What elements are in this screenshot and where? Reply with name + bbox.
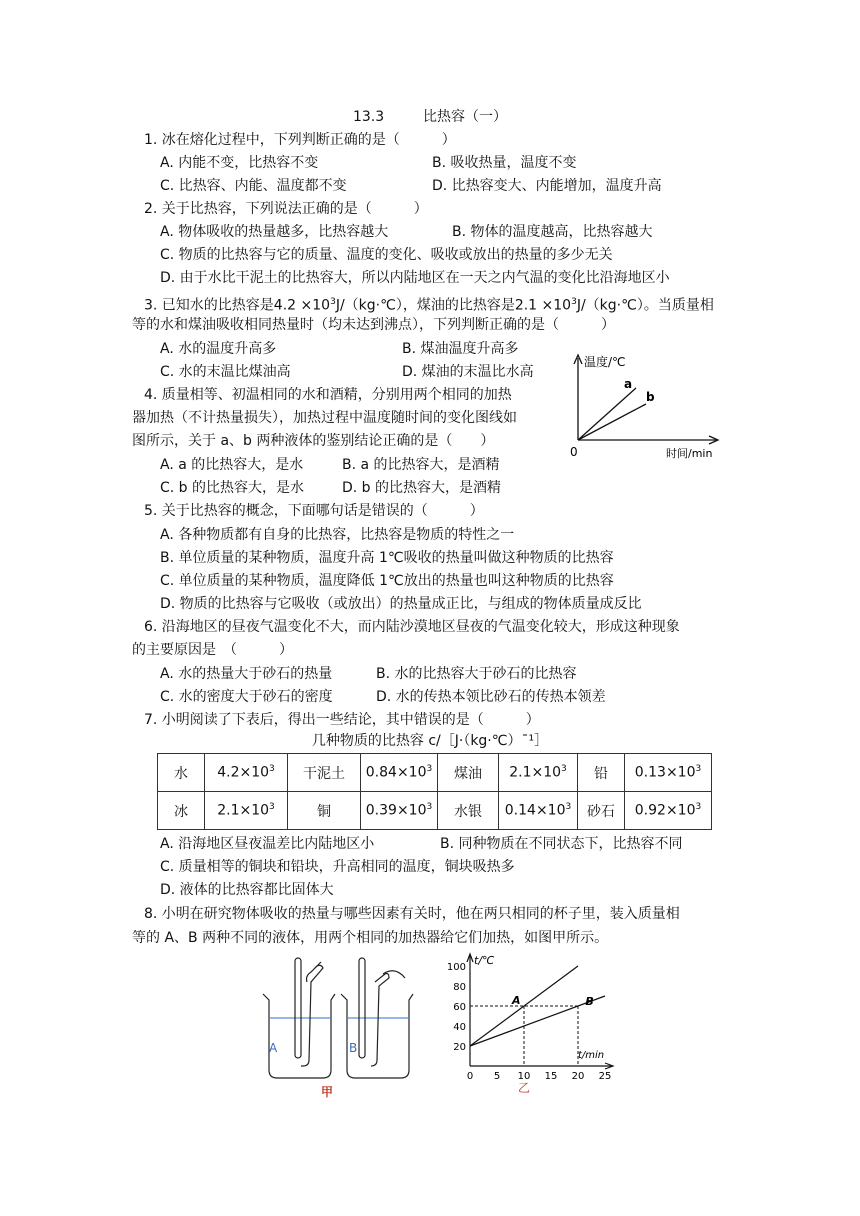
q2-option-d: D. 由于水比干泥土的比热容大，所以内陆地区在一天之内气温的变化比沿海地区小: [160, 270, 670, 286]
chart-xlabel: t/min: [578, 1050, 605, 1061]
q7-table-caption: 几种物质的比热容 c/［J·（kg·℃）ˉ¹］: [311, 733, 549, 749]
q5-option-b: B. 单位质量的某种物质，温度升高 1℃吸收的热量叫做这种物质的比热容: [160, 550, 614, 566]
q3-option-b: B. 煤油温度升高多: [402, 341, 519, 357]
chart-x-tick: 10: [517, 1071, 531, 1082]
q4-label-a: a: [624, 377, 633, 391]
chart-x-tick: 25: [598, 1071, 612, 1082]
chart-label-a: A: [512, 994, 521, 1007]
table-cell-substance: 水: [158, 754, 205, 792]
q3-exp-2: 3: [571, 297, 577, 307]
table-cell-value: $0.39\times 10^3$: [361, 792, 438, 830]
q4-label-b: b: [646, 390, 655, 404]
thermometer-a: [295, 958, 301, 1058]
q4-xlabel: 时间/min: [666, 447, 713, 460]
table-cell-value: $4.2\times 10^3$: [205, 754, 288, 792]
q3-exp-1: 3: [330, 297, 336, 307]
figure-yi-label: 乙: [518, 1081, 531, 1095]
chart-x-tick: 0: [466, 1071, 474, 1082]
chart-y-tick: 100: [446, 962, 466, 973]
chart-ylabel: t/℃: [474, 954, 495, 967]
q3-stem-a: 3. 已知水的比热容是4.2 ×10: [144, 297, 331, 314]
table-cell-substance: 干泥土: [288, 754, 361, 792]
q4-temperature-graph: [566, 350, 726, 460]
q1-stem: 1. 冰在熔化过程中，下列判断正确的是（ ）: [144, 132, 456, 148]
q6-option-a: A. 水的热量大于砂石的热量: [160, 666, 333, 682]
table-cell-substance: 煤油: [438, 754, 499, 792]
q6-option-b: B. 水的比热容大于砂石的比热容: [376, 666, 577, 682]
q4-origin: 0: [570, 445, 578, 459]
q2-option-a: A. 物体吸收的热量越多，比热容越大: [160, 224, 389, 240]
table-cell-substance: 砂石: [578, 792, 625, 830]
q3-stem-c: J/（kg·℃）。当质量相: [576, 297, 714, 314]
q1-option-a: A. 内能不变，比热容不变: [160, 155, 319, 171]
chart-x-tick: 20: [571, 1071, 585, 1082]
table-row: [158, 754, 712, 792]
q5-stem: 5. 关于比热容的概念，下面哪句话是错误的（ ）: [144, 503, 484, 519]
q4-line1: 4. 质量相等、初温相同的水和酒精，分别用两个相同的加热: [144, 387, 512, 403]
table-cell-substance: 铜: [288, 792, 361, 830]
q4-line2: 器加热（不计热量损失），加热过程中温度随时间的变化图线如: [132, 410, 517, 426]
page-title: [0, 106, 860, 126]
q3-option-c: C. 水的末温比煤油高: [160, 364, 291, 380]
chart-label-b: B: [585, 995, 594, 1008]
q3-stem: [144, 292, 714, 316]
table-cell-value: $0.84\times 10^3$: [361, 754, 438, 792]
q2-option-b: B. 物体的温度越高，比热容越大: [452, 224, 653, 240]
q4-option-b: B. a 的比热容大，是酒精: [342, 457, 500, 473]
beaker-a: [263, 994, 335, 1078]
q3-stem-b: J/（kg·℃），煤油的比热容是2.1 ×10: [335, 297, 572, 314]
q3-stem-cont: 等的水和煤油吸收相同热量时（均未达到沸点），下列判断正确的是（ ）: [132, 317, 615, 333]
table-cell-substance: 水银: [438, 792, 499, 830]
chart-x-tick: 5: [493, 1071, 501, 1082]
q7-option-c: C. 质量相等的铜块和铅块，升高相同的温度，铜块吸热多: [160, 859, 515, 875]
heater-a: [301, 965, 323, 1066]
table-cell-value: $0.14\times 10^3$: [499, 792, 578, 830]
thermometer-b: [359, 958, 365, 1058]
q6-option-d: D. 水的传热本领比砂石的传热本领差: [376, 689, 606, 705]
q5-option-d: D. 物质的比热容与它吸收（或放出）的热量成正比，与组成的物体质量成反比: [160, 596, 642, 612]
q7-option-b: B. 同种物质在不同状态下，比热容不同: [440, 836, 683, 852]
q7-stem: 7. 小明阅读了下表后，得出一些结论，其中错误的是（ ）: [144, 712, 540, 728]
q5-option-a: A. 各种物质都有自身的比热容，比热容是物质的特性之一: [160, 527, 515, 543]
q6-stem-cont: 的主要原因是 （ ）: [132, 642, 293, 658]
q7-option-d: D. 液体的比热容都比固体大: [160, 882, 334, 898]
chart-x-tick: 15: [544, 1071, 558, 1082]
q3-option-a: A. 水的温度升高多: [160, 341, 277, 357]
q3-option-d: D. 煤油的末温比水高: [402, 364, 534, 380]
q8-line1: 8. 小明在研究物体吸收的热量与哪些因素有关时，他在两只相同的杯子里，装入质量相: [144, 906, 680, 922]
q1-option-b: B. 吸收热量，温度不变: [432, 155, 577, 171]
heater-b-wire: [383, 971, 405, 978]
beaker-a-label: A: [269, 1041, 278, 1055]
table-cell-substance: 冰: [158, 792, 205, 830]
q1-option-c: C. 比热容、内能、温度都不变: [160, 178, 347, 194]
table-cell-value: $2.1\times 10^3$: [205, 792, 288, 830]
q4-option-d: D. b 的比热容大，是酒精: [342, 480, 502, 496]
q4-ylabel: 温度/℃: [584, 355, 626, 369]
q4-option-a: A. a 的比热容大，是水: [160, 457, 304, 473]
chart-y-tick: 20: [453, 1042, 466, 1053]
heater-b: [371, 974, 389, 1067]
q8-line2: 等的 A、B 两种不同的液体，用两个相同的加热器给它们加热，如图甲所示。: [132, 930, 609, 946]
figure-jia-label: 甲: [321, 1085, 334, 1099]
table-cell-value: $2.1\times 10^3$: [499, 754, 578, 792]
beaker-b: [341, 994, 413, 1078]
q6-option-c: C. 水的密度大于砂石的密度: [160, 689, 333, 705]
q7-option-a: A. 沿海地区昼夜温差比内陆地区小: [160, 836, 375, 852]
table-cell-value: $0.92\times 10^3$: [625, 792, 712, 830]
q4-option-c: C. b 的比热容大，是水: [160, 480, 305, 496]
q8-beaker-figure: [255, 952, 425, 1102]
section-number: 13.3: [352, 109, 385, 125]
table-row: [158, 792, 712, 830]
table-cell-substance: 铅: [578, 754, 625, 792]
q4-line3: 图所示，关于 a、b 两种液体的鉴别结论正确的是（ ）: [132, 433, 495, 449]
q5-option-c: C. 单位质量的某种物质，温度降低 1℃放出的热量也叫这种物质的比热容: [160, 573, 614, 589]
table-cell-value: $0.13\times 10^3$: [625, 754, 712, 792]
chart-y-tick: 80: [453, 982, 466, 993]
q2-stem: 2. 关于比热容，下列说法正确的是（ ）: [144, 201, 428, 217]
chart-y-tick: 40: [453, 1022, 466, 1033]
section-title: 比热容（一）: [423, 109, 508, 125]
q6-stem: 6. 沿海地区的昼夜气温变化不大，而内陆沙漠地区昼夜的气温变化较大，形成这种现象: [144, 619, 680, 635]
q2-option-c: C. 物质的比热容与它的质量、温度的变化、吸收或放出的热量的多少无关: [160, 247, 613, 263]
q1-option-d: D. 比热容变大、内能增加，温度升高: [432, 178, 662, 194]
q8-temperature-chart: [440, 948, 620, 1096]
beaker-b-label: B: [349, 1041, 358, 1055]
specific-heat-table: [157, 753, 712, 830]
chart-y-tick: 60: [453, 1002, 466, 1013]
